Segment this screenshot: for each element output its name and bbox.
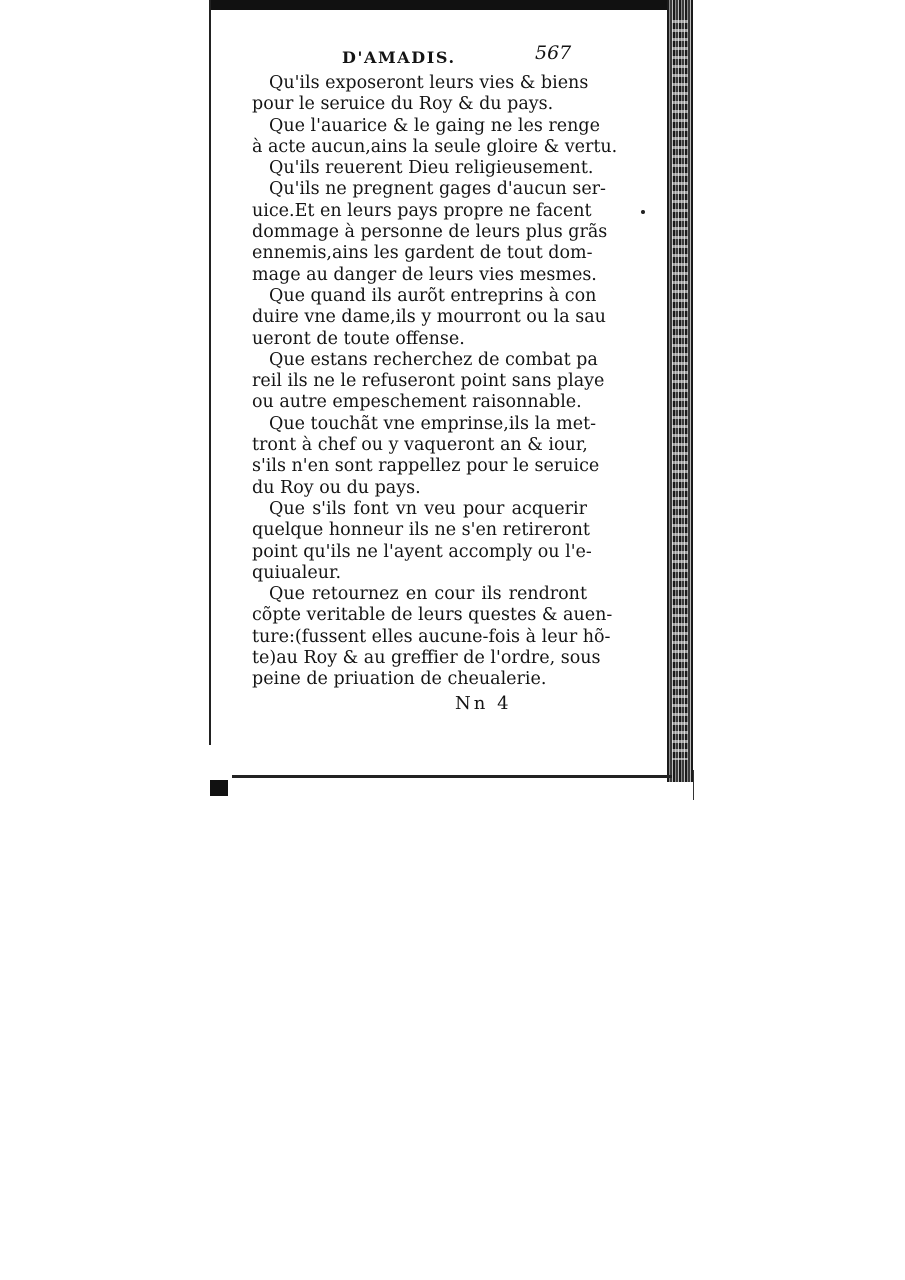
text-line: Que quand ils aurõt entreprins à con [269,285,597,306]
signature-mark: Nn 4 [455,692,512,714]
paragraph [252,584,613,690]
text-line: cõpte veritable de leurs questes & auen- [252,605,613,626]
text-line: te)au Roy & au greffier de l'ordre, sous [252,648,601,669]
paragraph [252,349,605,414]
spine-texture [672,20,688,760]
text-block [252,42,618,714]
text-line: ture:(fussent elles aucune-fois à leur hõ- [252,626,611,647]
text-line: tront à chef ou y vaqueront an & iour, [252,435,588,456]
running-head: D'AMADIS. [342,48,456,67]
paragraph [252,158,592,179]
text-line: quiualeur. [252,562,342,583]
page-header [252,43,592,73]
text-line: Que touchãt vne emprinse,ils la met- [269,413,597,434]
text-line: Que l'auarice & le gaing ne les renge [269,115,600,136]
text-line: point qu'ils ne l'ayent accomply ou l'e- [252,541,592,562]
text-line: reil ils ne le refuseront point sans playe [252,371,605,392]
text-line: Qu'ils ne pregnent gages d'aucun ser- [269,179,606,200]
page-right-line [693,770,694,800]
text-line: s'ils n'en sont rappellez pour le seruice [252,456,600,477]
paragraph [252,499,592,584]
text-line: ou autre empeschement raisonnable. [252,392,582,413]
text-line: pour le seruice du Roy & du pays. [252,94,554,115]
text-line: ueront de toute offense. [252,328,465,349]
page-bottom-border [232,775,672,778]
page-corner-mark [210,780,228,796]
text-line: à acte aucun,ains la seule gloire & vertu. [252,136,618,157]
text-line: ennemis,ains les gardent de tout dom- [252,243,593,264]
text-line: Que retournez en cour ils rendront [269,584,587,605]
text-line: duire vne dame,ils y mourront ou la sau [252,307,606,328]
text-line: du Roy ou du pays. [252,477,421,498]
paragraph [252,413,600,499]
text-line: uice.Et en leurs pays propre ne facent [252,200,592,221]
text-line: mage au danger de leurs vies mesmes. [252,264,597,285]
text-line: Que s'ils font vn veu pour acquerir [269,498,587,519]
paragraph [252,179,608,285]
page-left-border [209,0,211,745]
text-line: Qu'ils reuerent Dieu religieusement. [269,158,594,179]
text-line: dommage à personne de leurs plus grãs [252,222,608,243]
text-line: Qu'ils exposeront leurs vies & biens [269,73,589,93]
text-line: peine de priuation de cheualerie. [252,669,547,690]
paragraph [252,115,618,159]
ink-speck [641,210,645,214]
page-number: 567 [535,42,572,64]
text-line: Que estans recherchez de combat pa [269,349,598,370]
paragraph [252,285,606,350]
page-top-border [210,0,670,10]
body-text [252,73,618,691]
text-line: quelque honneur ils ne s'en retireront [252,520,590,541]
paragraph [252,73,592,116]
